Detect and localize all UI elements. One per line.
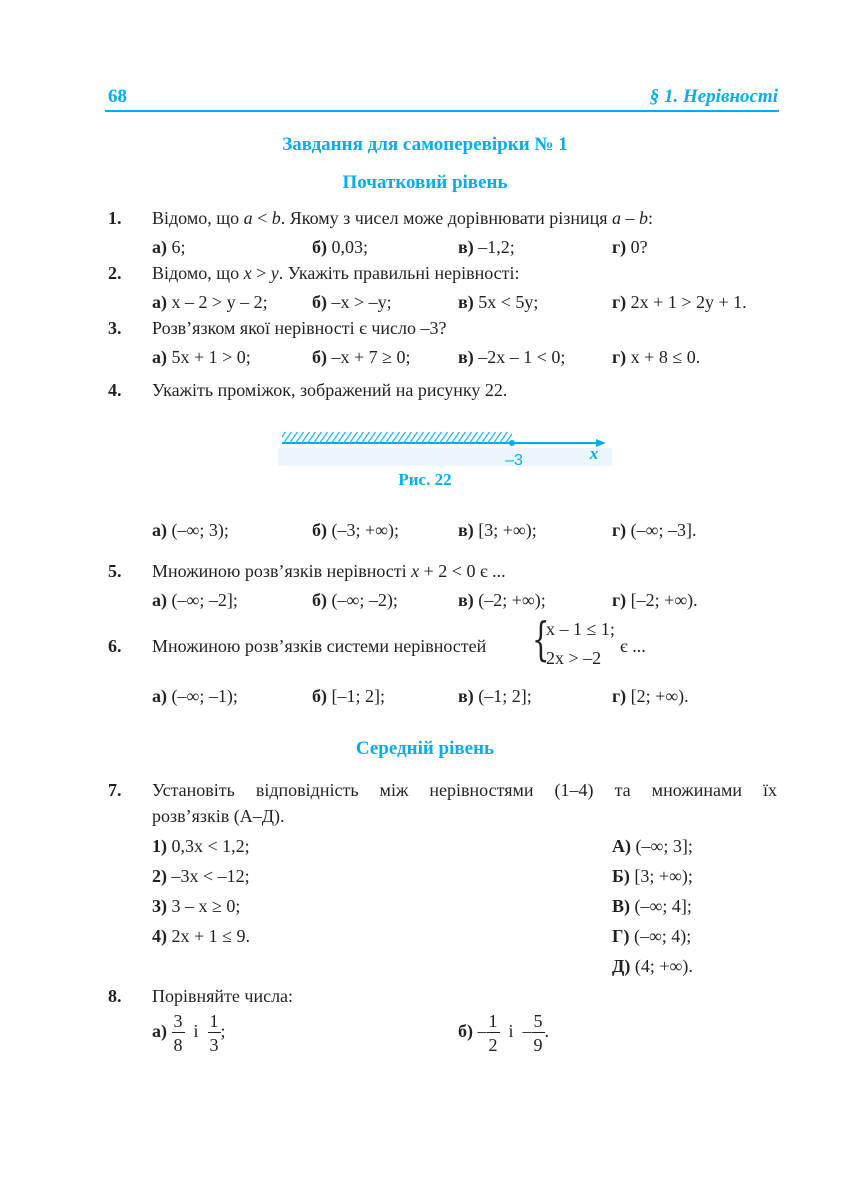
task-number: 5. — [108, 561, 122, 581]
answer-option: г) (–∞; –3]. — [612, 520, 697, 540]
task-number: 6. — [108, 636, 122, 656]
answer-option: г) 0? — [612, 237, 648, 257]
task-text: Відомо, що a < b. Якому з чисел може дорівнювати різниця a – b: — [152, 208, 654, 228]
task-text: Розв’язком якої нерівності є число –3? — [152, 318, 447, 338]
match-left-item: 2) –3x < –12; — [152, 866, 250, 886]
task-number: 4. — [108, 380, 122, 400]
compare-item-a: а) $\frac{3}{8}$ і $\frac{1}{3}$ ; — [152, 1011, 226, 1055]
task-text: розв’язків (А–Д). — [152, 806, 285, 826]
answer-option: б) –x > –y; — [312, 292, 392, 312]
section-title: § 1. Нерівності — [649, 86, 778, 107]
answer-option: а) 6; — [152, 237, 186, 257]
task-number: 7. — [108, 780, 122, 800]
task-number: 8. — [108, 986, 122, 1006]
answer-option: б) 0,03; — [312, 237, 369, 257]
compare-item-b: б) – $\frac{1}{2}$ і – $\frac{5}{9}$ . — [458, 1011, 550, 1055]
match-left-item: 3) 3 – x ≥ 0; — [152, 896, 241, 916]
answer-option: а) 5x + 1 > 0; — [152, 347, 251, 367]
answer-option: а) (–∞; –2]; — [152, 590, 238, 610]
brace-symbol: { — [532, 612, 550, 666]
answer-option: в) (–1; 2]; — [458, 686, 532, 706]
match-right-item: Г) (–∞; 4); — [612, 926, 692, 946]
answer-option: в) –1,2; — [458, 237, 515, 257]
answer-option: в) 5x < 5y; — [458, 292, 539, 312]
task-text: Множиною розв’язків системи нерівностей — [152, 636, 487, 656]
task-text: Порівняйте числа: — [152, 986, 294, 1006]
answer-option: а) x – 2 > y – 2; — [152, 292, 268, 312]
figure-caption: Рис. 22 — [398, 470, 452, 489]
fraction: $\frac{3}{8}$ — [173, 1011, 183, 1055]
answer-option: а) (–∞; 3); — [152, 520, 229, 540]
page-number: 68 — [108, 86, 127, 107]
point-marker — [509, 440, 515, 446]
figure-background — [278, 448, 612, 466]
answer-option: б) –x + 7 ≥ 0; — [312, 347, 411, 367]
task-number: 2. — [108, 263, 122, 283]
answer-option: б) (–∞; –2); — [312, 590, 398, 610]
match-right-item: Б) [3; +∞); — [612, 866, 693, 886]
match-right-item: А) (–∞; 3]; — [612, 836, 693, 856]
task-text: Укажіть проміжок, зображений на рисунку 22. — [152, 380, 508, 400]
fraction: $\frac{5}{9}$ — [533, 1011, 543, 1055]
level-heading-middle: Середній рівень — [355, 738, 495, 759]
answer-option: в) –2x – 1 < 0; — [458, 347, 566, 367]
answer-option: г) [2; +∞). — [612, 686, 689, 706]
match-right-item: В) (–∞; 4]; — [612, 896, 692, 916]
page-title: Завдання для самоперевірки № 1 — [282, 134, 568, 155]
system-line-2: 2x > –2 — [546, 648, 602, 668]
task-text: Відомо, що x > y. Укажіть правильні нерівності: — [152, 263, 520, 283]
task-text: Установіть відповідність між нерівностями (1–4) та множинами їх — [152, 780, 777, 800]
answer-option: в) [3; +∞); — [458, 520, 537, 540]
task-number: 1. — [108, 208, 122, 228]
answer-option: а) (–∞; –1); — [152, 686, 238, 706]
match-left-item: 4) 2x + 1 ≤ 9. — [152, 926, 251, 946]
fraction: $\frac{1}{3}$ — [209, 1011, 219, 1055]
answer-option: б) [–1; 2]; — [312, 686, 385, 706]
answer-option: г) 2x + 1 > 2y + 1. — [612, 292, 747, 312]
task-text: Множиною розв’язків нерівності x + 2 < 0 є ... — [152, 561, 506, 581]
match-left-item: 1) 0,3x < 1,2; — [152, 836, 250, 856]
match-right-item: Д) (4; +∞). — [612, 956, 693, 976]
number-line-figure — [278, 424, 614, 470]
answer-option: г) x + 8 ≤ 0. — [612, 347, 701, 367]
tick-label: –3 — [505, 452, 523, 469]
task-text-tail: є ... — [620, 636, 646, 656]
answer-option: в) (–2; +∞); — [458, 590, 546, 610]
header-divider — [105, 110, 779, 112]
system-line-1: x – 1 ≤ 1; — [546, 619, 615, 639]
level-heading-initial: Початковий рівень — [342, 172, 508, 193]
answer-option: г) [–2; +∞). — [612, 590, 698, 610]
fraction: $\frac{1}{2}$ — [488, 1011, 498, 1055]
hatched-region — [282, 432, 512, 443]
answer-option: б) (–3; +∞); — [312, 520, 399, 540]
task-number: 3. — [108, 318, 122, 338]
axis-label: x — [589, 444, 599, 463]
